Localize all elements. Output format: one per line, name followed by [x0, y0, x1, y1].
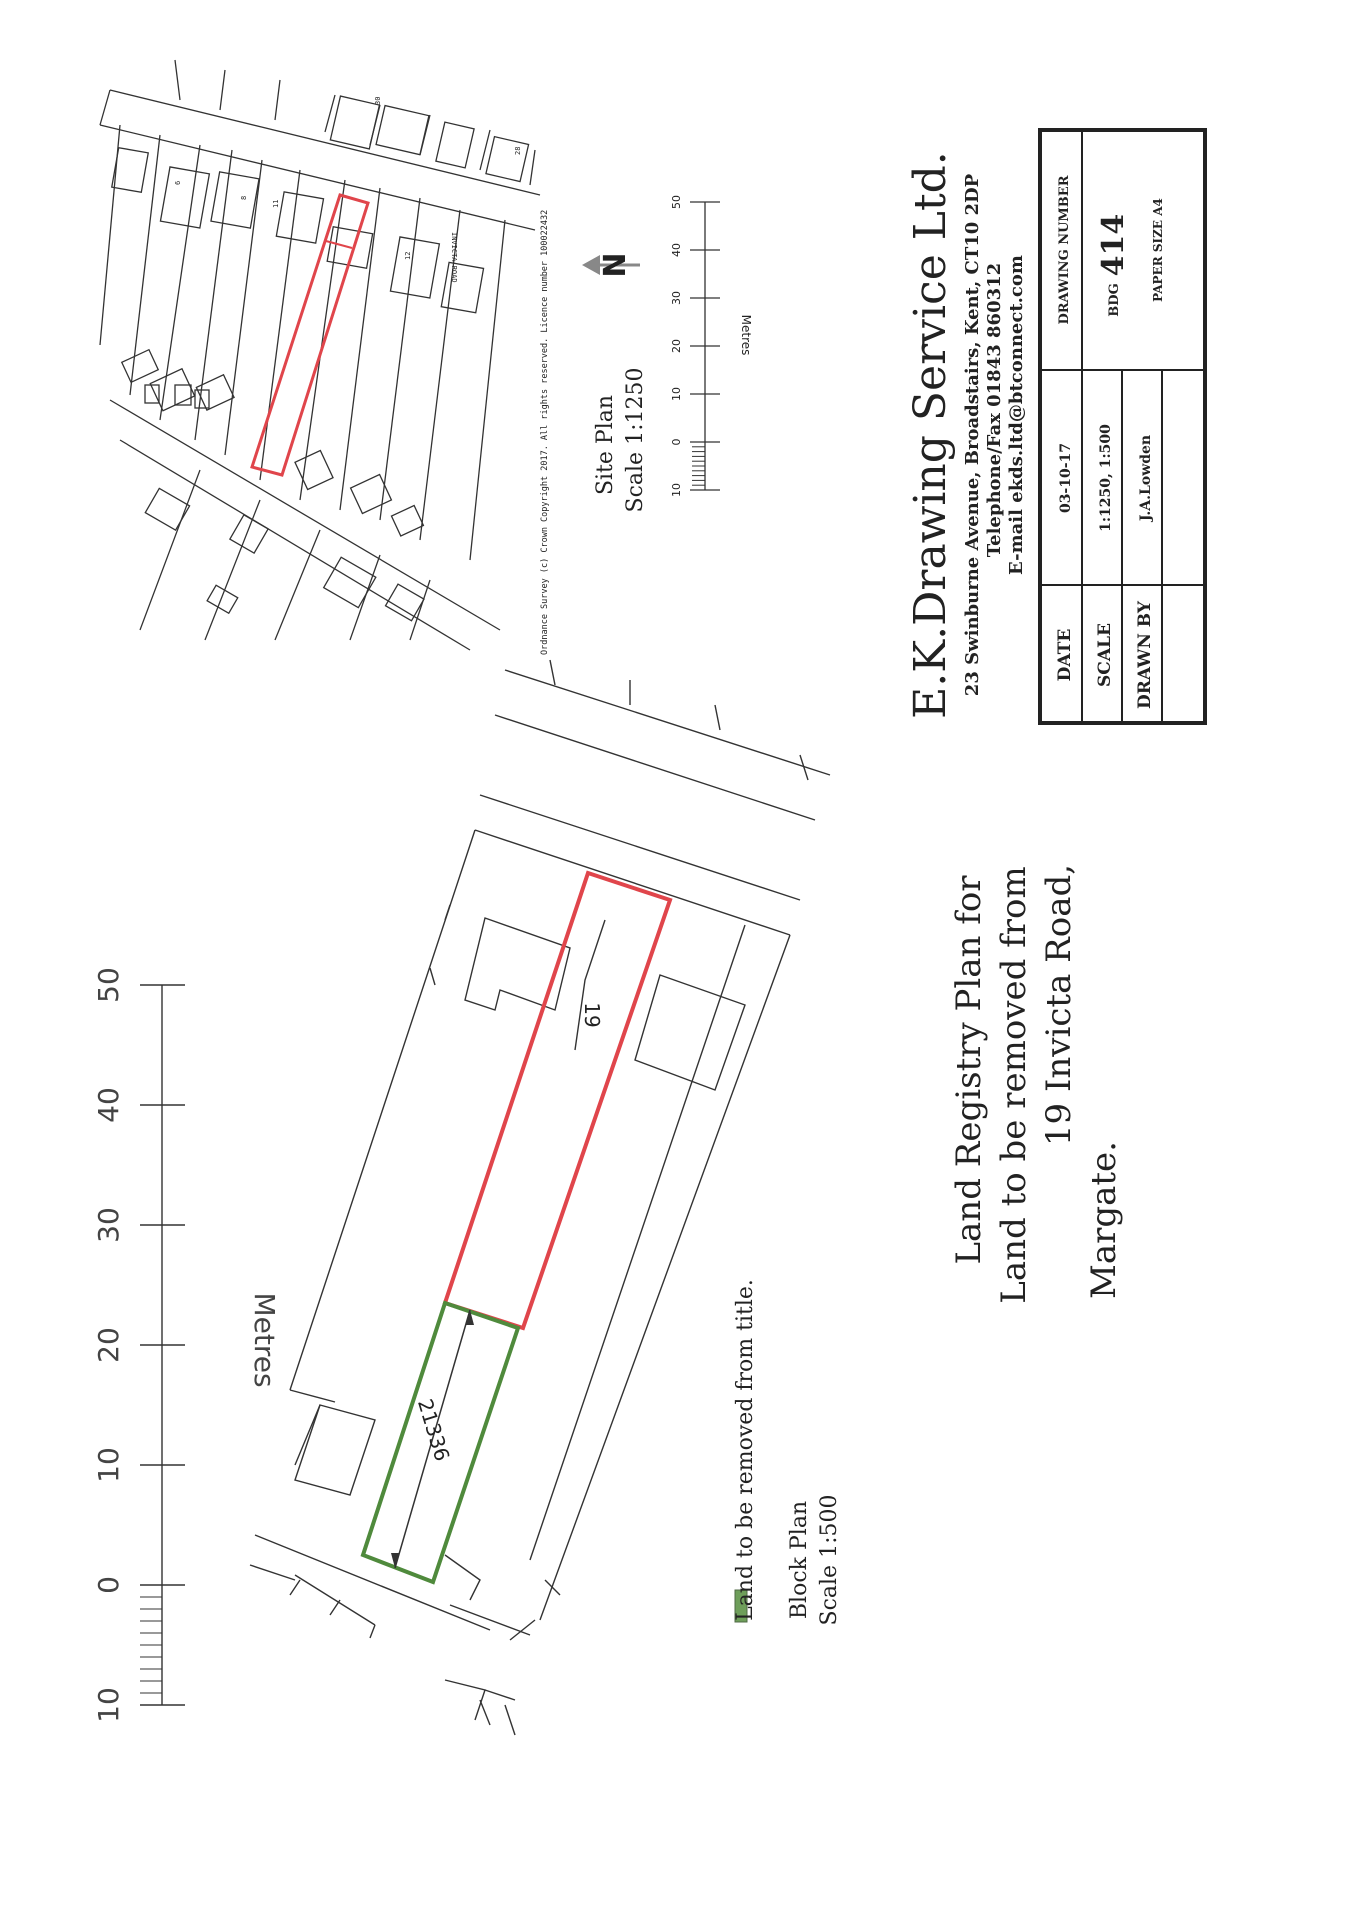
description-line-3: 19 Invicta Road,: [1039, 863, 1079, 1147]
scale-tick-label: 40: [670, 243, 683, 257]
description-line-4: Margate.: [1084, 1141, 1124, 1299]
site-plan-title: Site Plan: [593, 394, 618, 496]
scale-unit: Metres: [248, 1292, 281, 1388]
scale-tick-label: 20: [92, 1327, 125, 1363]
block-plan-scale: Scale 1:500: [817, 1494, 842, 1626]
house-number: 19: [580, 1002, 604, 1028]
company-name: E.K.Drawing Service Ltd.: [905, 151, 956, 719]
house-number-label: 12: [404, 251, 412, 260]
scale-tick-label: 20: [670, 339, 683, 353]
scale-unit: Metres: [739, 314, 753, 356]
block-plan-scale-bar: [92, 967, 281, 1723]
drawing-prefix: BDG: [1107, 283, 1122, 317]
scale-tick-label: 10: [92, 1687, 125, 1723]
scale-tick-label: 50: [670, 195, 683, 209]
description-line-2: Land to be removed from: [994, 866, 1034, 1304]
house-number-label: 30: [374, 96, 382, 105]
drawn-by-label: DRAWN BY: [1135, 601, 1155, 709]
road-label: INVICTA ROAD: [450, 232, 458, 283]
paper-size: PAPER SIZE A4: [1151, 198, 1165, 302]
site-plan-scale-bar: [670, 195, 753, 497]
drawing-number-label: DRAWING NUMBER: [1057, 175, 1072, 325]
north-symbol: N: [598, 252, 633, 278]
scale-tick-label: 0: [92, 1576, 125, 1594]
scale-tick-label: 30: [670, 291, 683, 305]
description-line-1: Land Registry Plan for: [949, 875, 989, 1265]
company-email: E-mail ekds.ltd@btconnect.com: [1006, 255, 1027, 575]
company-address: 23 Swinburne Avenue, Broadstairs, Kent, CT10 2DP: [962, 173, 983, 697]
date-value: 03-10-17: [1058, 442, 1074, 514]
plan-description: [949, 864, 1124, 1304]
scale-tick-label: 30: [92, 1207, 125, 1243]
drawn-by-value: J.A.Lowden: [1138, 434, 1154, 522]
scale-tick-label: 50: [92, 967, 125, 1003]
scale-tick-label: 10: [670, 483, 683, 497]
north-arrow-icon: [582, 252, 640, 277]
scale-tick-label: 0: [670, 438, 683, 446]
block-plan-title: Block Plan: [787, 1500, 812, 1620]
house-number-label: 8: [240, 195, 248, 200]
dimension-value: 21336: [412, 1396, 455, 1464]
scale-tick-label: 10: [670, 387, 683, 401]
scale-tick-label: 40: [92, 1087, 125, 1123]
company-info: [905, 151, 1027, 719]
company-phone: Telephone/Fax 01843 860312: [984, 262, 1005, 558]
house-number-label: 6: [174, 180, 182, 185]
house-number-label: 11: [272, 199, 280, 208]
scale-tick-label: 10: [92, 1447, 125, 1483]
scale-value: 1:1250, 1:500: [1098, 424, 1114, 532]
site-plan-copyright: Ordnance Survey (c) Crown Copyright 2017. All rights reserved. Licence number 100022432: [540, 209, 550, 655]
site-plan-scale: Scale 1:1250: [623, 367, 648, 513]
title-block-table: [1040, 130, 1205, 723]
date-label: DATE: [1055, 628, 1075, 682]
drawing-number: 414: [1096, 213, 1131, 277]
house-number-label: 28: [514, 146, 522, 155]
legend-text: Land to be removed from title.: [733, 1279, 758, 1621]
scale-label: SCALE: [1095, 623, 1115, 687]
